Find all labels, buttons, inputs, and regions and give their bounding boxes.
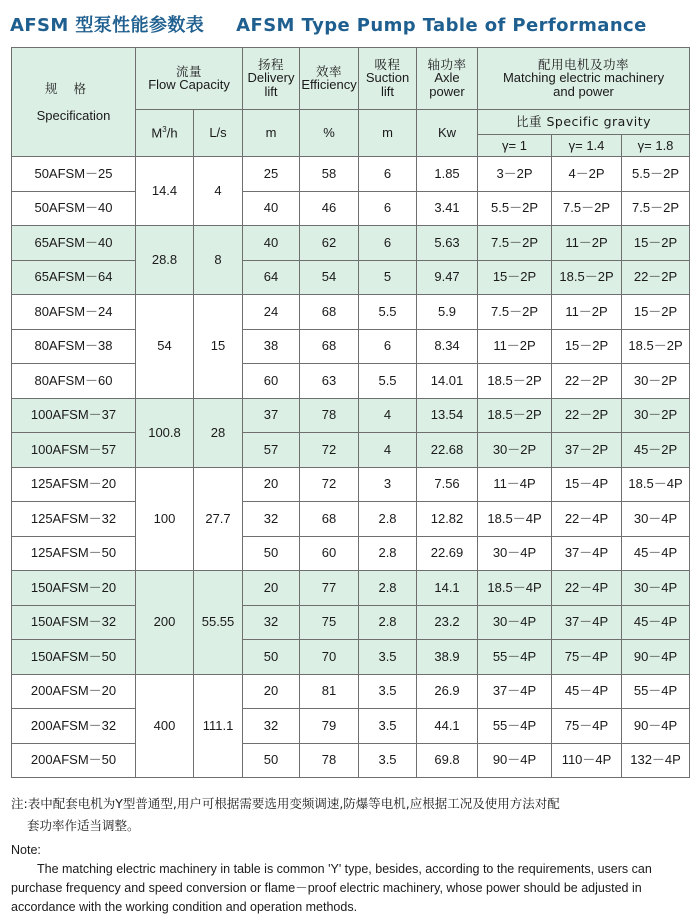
cell-g2: 37－2P: [552, 433, 622, 468]
cell-g2: 18.5－2P: [552, 260, 622, 295]
notes-section: [11, 793, 691, 917]
header-power-en1: Axle: [434, 70, 460, 86]
cell-g3: 30－4P: [622, 502, 690, 537]
header-motor-en2: and power: [553, 84, 614, 100]
cell-suction: 5.5: [359, 295, 417, 330]
cell-eff: 58: [300, 157, 359, 192]
cell-power: 5.63: [417, 226, 478, 261]
header-power-en2: power: [429, 84, 465, 100]
cell-g1: 7.5－2P: [478, 295, 552, 330]
cell-flow-ls: 55.55: [194, 571, 243, 675]
title-zh: AFSM 型泵性能参数表: [10, 15, 205, 36]
note-zh-line2: 套功率作适当调整。: [27, 818, 140, 833]
cell-eff: 62: [300, 226, 359, 261]
cell-flow-m3h: 400: [136, 674, 194, 778]
cell-spec: 80AFSM－24: [12, 295, 136, 330]
cell-spec: 125AFSM－20: [12, 467, 136, 502]
table-row: [12, 364, 690, 399]
table-row: [12, 260, 690, 295]
cell-eff: 77: [300, 571, 359, 606]
cell-g1: 7.5－2P: [478, 226, 552, 261]
cell-suction: 5: [359, 260, 417, 295]
cell-g3: 30－2P: [622, 364, 690, 399]
header-suction-zh: 吸程: [374, 57, 401, 73]
cell-flow-ls: 4: [194, 157, 243, 226]
cell-power: 14.01: [417, 364, 478, 399]
cell-flow-m3h: 200: [136, 571, 194, 675]
header-gamma-1: γ= 1: [478, 135, 552, 157]
table-row: [12, 226, 690, 261]
cell-g2: 110－4P: [552, 743, 622, 778]
cell-suction: 3.5: [359, 709, 417, 744]
header-suction: [359, 48, 417, 110]
cell-eff: 70: [300, 640, 359, 675]
cell-lift: 32: [243, 605, 300, 640]
unit-eff: %: [300, 110, 359, 157]
cell-flow-m3h: 28.8: [136, 226, 194, 295]
page-title: [10, 11, 690, 41]
cell-lift: 60: [243, 364, 300, 399]
header-motor-en1: Matching electric machinery: [502, 70, 665, 86]
cell-suction: 2.8: [359, 502, 417, 537]
cell-eff: 81: [300, 674, 359, 709]
cell-spec: 50AFSM－25: [12, 157, 136, 192]
cell-g3: 18.5－4P: [622, 467, 690, 502]
table-row: [12, 502, 690, 537]
table-row: [12, 467, 690, 502]
cell-g2: 4－2P: [552, 157, 622, 192]
cell-g2: 75－4P: [552, 709, 622, 744]
cell-g2: 22－4P: [552, 571, 622, 606]
header-eff-zh: 效率: [316, 64, 343, 80]
cell-suction: 6: [359, 157, 417, 192]
table-body: [12, 157, 690, 778]
header-lift-en1: Delivery: [247, 70, 295, 86]
cell-g2: 22－4P: [552, 502, 622, 537]
cell-eff: 78: [300, 743, 359, 778]
cell-power: 22.68: [417, 433, 478, 468]
cell-eff: 63: [300, 364, 359, 399]
cell-flow-ls: 15: [194, 295, 243, 399]
table-row: [12, 398, 690, 433]
cell-g3: 18.5－2P: [622, 329, 690, 364]
cell-g3: 15－2P: [622, 295, 690, 330]
cell-spec: 150AFSM－50: [12, 640, 136, 675]
cell-eff: 75: [300, 605, 359, 640]
cell-lift: 25: [243, 157, 300, 192]
header-eff-en: Efficiency: [301, 77, 357, 93]
cell-power: 26.9: [417, 674, 478, 709]
header-eff: [300, 48, 359, 110]
table-row: [12, 157, 690, 192]
cell-lift: 20: [243, 571, 300, 606]
note-zh: [11, 793, 691, 837]
table-row: [12, 605, 690, 640]
cell-spec: 80AFSM－38: [12, 329, 136, 364]
table-row: [12, 536, 690, 571]
cell-suction: 4: [359, 398, 417, 433]
cell-suction: 2.8: [359, 571, 417, 606]
header-gravity: 比重 Specific gravity: [478, 110, 690, 135]
cell-power: 5.9: [417, 295, 478, 330]
cell-power: 9.47: [417, 260, 478, 295]
note-en-text: The matching electric machinery in table is common 'Y' type, besides, according to the requirements, users can purchase frequency and speed conversion or flame－proof electric machinery, whose power should be adjusted in accordance with the working condition and operation methods.: [11, 862, 652, 914]
cell-g3: 90－4P: [622, 709, 690, 744]
cell-spec: 100AFSM－57: [12, 433, 136, 468]
cell-suction: 2.8: [359, 605, 417, 640]
cell-flow-m3h: 54: [136, 295, 194, 399]
cell-g2: 15－4P: [552, 467, 622, 502]
cell-spec: 200AFSM－32: [12, 709, 136, 744]
cell-suction: 6: [359, 226, 417, 261]
cell-lift: 32: [243, 502, 300, 537]
cell-spec: 150AFSM－32: [12, 605, 136, 640]
cell-lift: 20: [243, 674, 300, 709]
cell-spec: 200AFSM－20: [12, 674, 136, 709]
cell-g3: 132－4P: [622, 743, 690, 778]
table-row: [12, 640, 690, 675]
cell-lift: 24: [243, 295, 300, 330]
table-row: [12, 709, 690, 744]
header-gamma-2: γ= 1.4: [552, 135, 622, 157]
cell-lift: 50: [243, 743, 300, 778]
cell-flow-ls: 27.7: [194, 467, 243, 571]
cell-g1: 11－2P: [478, 329, 552, 364]
header-lift-en2: lift: [264, 84, 278, 100]
cell-power: 7.56: [417, 467, 478, 502]
header-lift: [243, 48, 300, 110]
cell-flow-ls: 28: [194, 398, 243, 467]
cell-g3: 45－4P: [622, 536, 690, 571]
title-en: AFSM Type Pump Table of Performance: [236, 15, 647, 36]
cell-g2: 37－4P: [552, 605, 622, 640]
note-en-label: Note:: [11, 843, 41, 857]
cell-eff: 78: [300, 398, 359, 433]
cell-spec: 50AFSM－40: [12, 191, 136, 226]
cell-eff: 72: [300, 467, 359, 502]
cell-lift: 50: [243, 640, 300, 675]
table-row: [12, 433, 690, 468]
header-motor-zh: 配用电机及功率: [538, 57, 630, 73]
header-motor: [478, 48, 690, 110]
cell-power: 23.2: [417, 605, 478, 640]
cell-lift: 38: [243, 329, 300, 364]
header-power-zh: 轴功率: [427, 57, 467, 73]
cell-spec: 65AFSM－40: [12, 226, 136, 261]
header-spec-zh: 规格: [44, 80, 102, 96]
unit-m3h: $M^3/h$: [136, 110, 194, 157]
cell-g2: 11－2P: [552, 226, 622, 261]
cell-power: 3.41: [417, 191, 478, 226]
cell-g2: 7.5－2P: [552, 191, 622, 226]
table-row: [12, 674, 690, 709]
note-zh-line1: 注:表中配套电机为Y型普通型,用户可根据需要选用变频调速,防爆等电机,应根据工况及使用方法对配: [11, 796, 560, 811]
cell-g2: 11－2P: [552, 295, 622, 330]
cell-flow-m3h: 14.4: [136, 157, 194, 226]
unit-power: Kw: [417, 110, 478, 157]
cell-g1: 3－2P: [478, 157, 552, 192]
header-spec-en: Specification: [36, 107, 111, 123]
cell-suction: 2.8: [359, 536, 417, 571]
cell-eff: 68: [300, 295, 359, 330]
cell-g2: 15－2P: [552, 329, 622, 364]
cell-g3: 30－2P: [622, 398, 690, 433]
cell-g3: 55－4P: [622, 674, 690, 709]
cell-g1: 30－2P: [478, 433, 552, 468]
cell-flow-m3h: 100.8: [136, 398, 194, 467]
cell-eff: 60: [300, 536, 359, 571]
cell-g2: 22－2P: [552, 364, 622, 399]
cell-power: 69.8: [417, 743, 478, 778]
cell-lift: 37: [243, 398, 300, 433]
table-row: [12, 329, 690, 364]
header-suction-en2: lift: [381, 84, 395, 100]
unit-ls: L/s: [194, 110, 243, 157]
unit-lift: m: [243, 110, 300, 157]
cell-spec: 125AFSM－50: [12, 536, 136, 571]
cell-suction: 5.5: [359, 364, 417, 399]
cell-g2: 45－4P: [552, 674, 622, 709]
cell-g3: 7.5－2P: [622, 191, 690, 226]
cell-g1: 15－2P: [478, 260, 552, 295]
cell-g2: 75－4P: [552, 640, 622, 675]
header-lift-zh: 扬程: [258, 57, 285, 73]
cell-power: 13.54: [417, 398, 478, 433]
cell-spec: 65AFSM－64: [12, 260, 136, 295]
cell-spec: 100AFSM－37: [12, 398, 136, 433]
cell-eff: 46: [300, 191, 359, 226]
cell-suction: 3.5: [359, 674, 417, 709]
cell-g3: 5.5－2P: [622, 157, 690, 192]
cell-lift: 57: [243, 433, 300, 468]
cell-g2: 37－4P: [552, 536, 622, 571]
cell-flow-ls: 111.1: [194, 674, 243, 778]
cell-g1: 18.5－4P: [478, 502, 552, 537]
cell-g1: 55－4P: [478, 640, 552, 675]
cell-flow-ls: 8: [194, 226, 243, 295]
header-power: [417, 48, 478, 110]
cell-power: 22.69: [417, 536, 478, 571]
cell-g1: 90－4P: [478, 743, 552, 778]
header-flow-en: Flow Capacity: [148, 77, 230, 93]
cell-lift: 40: [243, 226, 300, 261]
cell-suction: 6: [359, 191, 417, 226]
cell-lift: 64: [243, 260, 300, 295]
cell-g3: 15－2P: [622, 226, 690, 261]
cell-g3: 30－4P: [622, 571, 690, 606]
cell-spec: 125AFSM－32: [12, 502, 136, 537]
cell-eff: 68: [300, 502, 359, 537]
table-row: [12, 191, 690, 226]
cell-g1: 30－4P: [478, 605, 552, 640]
cell-g3: 45－4P: [622, 605, 690, 640]
cell-g1: 11－4P: [478, 467, 552, 502]
table-row: [12, 295, 690, 330]
cell-power: 38.9: [417, 640, 478, 675]
cell-lift: 40: [243, 191, 300, 226]
cell-g3: 22－2P: [622, 260, 690, 295]
cell-eff: 54: [300, 260, 359, 295]
cell-eff: 79: [300, 709, 359, 744]
cell-g1: 30－4P: [478, 536, 552, 571]
cell-power: 14.1: [417, 571, 478, 606]
header-spec: [12, 48, 136, 157]
cell-eff: 68: [300, 329, 359, 364]
cell-lift: 32: [243, 709, 300, 744]
cell-suction: 4: [359, 433, 417, 468]
cell-power: 8.34: [417, 329, 478, 364]
cell-g1: 55－4P: [478, 709, 552, 744]
cell-suction: 3.5: [359, 640, 417, 675]
cell-g1: 37－4P: [478, 674, 552, 709]
cell-lift: 50: [243, 536, 300, 571]
cell-g1: 5.5－2P: [478, 191, 552, 226]
table-row: [12, 571, 690, 606]
cell-power: 44.1: [417, 709, 478, 744]
cell-g1: 18.5－2P: [478, 364, 552, 399]
cell-g1: 18.5－4P: [478, 571, 552, 606]
cell-g2: 22－2P: [552, 398, 622, 433]
header-gamma-3: γ= 1.8: [622, 135, 690, 157]
unit-suction: m: [359, 110, 417, 157]
cell-suction: 3.5: [359, 743, 417, 778]
cell-spec: 150AFSM－20: [12, 571, 136, 606]
cell-g3: 90－4P: [622, 640, 690, 675]
cell-g3: 45－2P: [622, 433, 690, 468]
table-row: [12, 743, 690, 778]
cell-g1: 18.5－2P: [478, 398, 552, 433]
cell-spec: 80AFSM－60: [12, 364, 136, 399]
cell-suction: 6: [359, 329, 417, 364]
cell-flow-m3h: 100: [136, 467, 194, 571]
header-flow-zh: 流量: [176, 64, 203, 80]
cell-spec: 200AFSM－50: [12, 743, 136, 778]
cell-lift: 20: [243, 467, 300, 502]
header-suction-en1: Suction: [365, 70, 410, 86]
table-header: [12, 48, 690, 157]
cell-power: 1.85: [417, 157, 478, 192]
header-flow: [136, 48, 243, 110]
cell-suction: 3: [359, 467, 417, 502]
cell-power: 12.82: [417, 502, 478, 537]
performance-table: [11, 47, 690, 778]
cell-eff: 72: [300, 433, 359, 468]
